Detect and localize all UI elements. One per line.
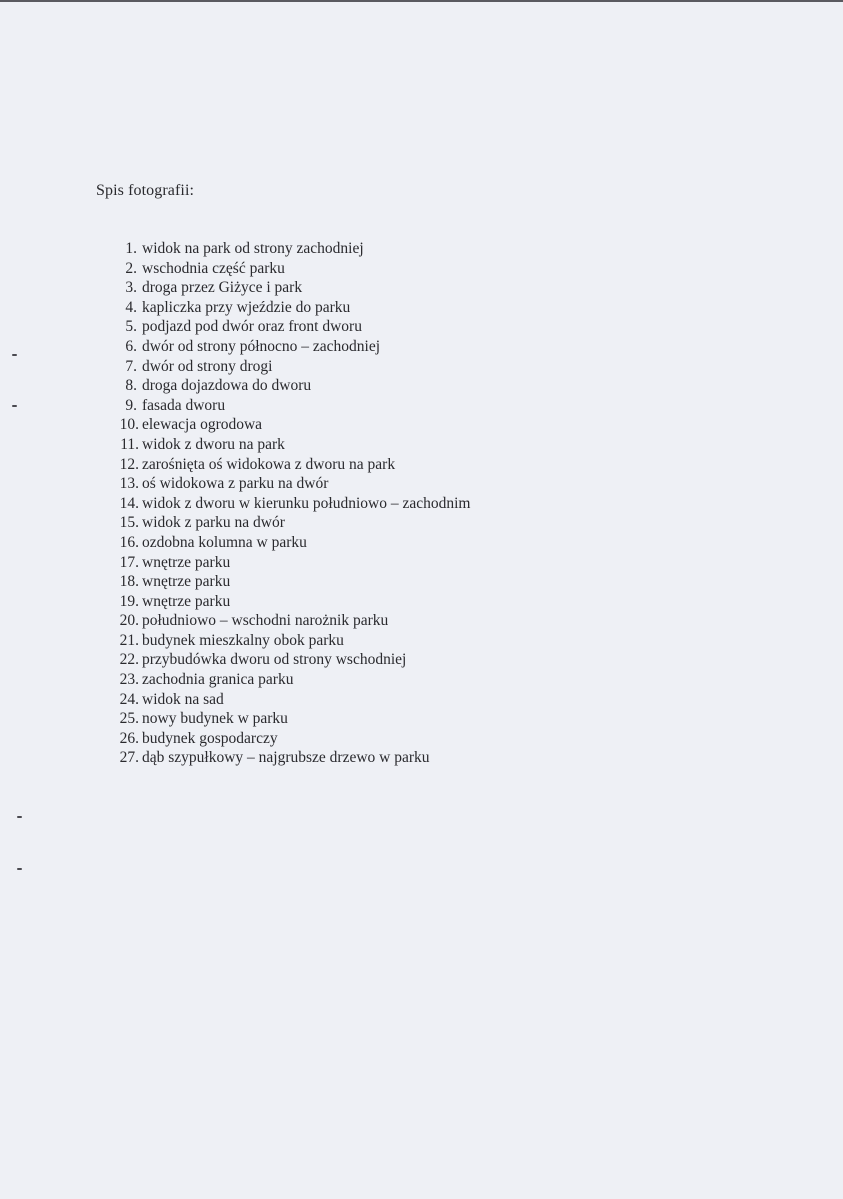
list-item (104, 239, 470, 259)
list-item-text: południowo – wschodni narożnik parku (142, 612, 389, 630)
list-item-number: 4. (125, 298, 137, 316)
list-item-number: 11. (120, 435, 139, 453)
list-item-number: 19. (119, 592, 139, 610)
list-item-text: oś widokowa z parku na dwór (142, 475, 329, 493)
photo-list (104, 239, 470, 768)
list-item-text: przybudówka dworu od strony wschodniej (142, 651, 407, 669)
list-item (104, 298, 470, 318)
list-item (104, 690, 470, 710)
list-item (104, 317, 470, 337)
list-item-text: zarośnięta oś widokowa z dworu na park (142, 455, 396, 473)
list-item-text: budynek mieszkalny obok parku (142, 631, 344, 649)
list-item-text: widok z parku na dwór (142, 514, 285, 532)
scan-mark (17, 816, 22, 818)
list-item (104, 474, 470, 494)
list-item (104, 396, 470, 416)
list-item (104, 357, 470, 377)
list-item-number: 17. (119, 553, 139, 571)
list-item-text: widok na sad (142, 690, 224, 708)
list-item-text: kapliczka przy wjeździe do parku (142, 298, 351, 316)
list-item (104, 611, 470, 631)
list-item-number: 23. (119, 671, 139, 689)
list-item-text: wnętrze parku (142, 553, 231, 571)
scan-mark (12, 354, 17, 356)
list-item-number: 12. (119, 455, 139, 473)
list-item-text: nowy budynek w parku (142, 710, 288, 728)
list-item-number: 16. (119, 533, 139, 551)
list-item-text: zachodnia granica parku (142, 671, 294, 689)
list-item-number: 10. (119, 416, 139, 434)
list-item-number: 15. (119, 514, 139, 532)
list-item (104, 435, 470, 455)
list-item-number: 26. (119, 729, 139, 747)
list-item (104, 513, 470, 533)
page-heading: Spis fotografii: (96, 182, 195, 199)
list-item (104, 631, 470, 651)
list-item (104, 494, 470, 514)
list-item-number: 2. (125, 259, 137, 277)
list-item-text: dwór od strony drogi (142, 357, 273, 375)
list-item (104, 670, 470, 690)
list-item-number: 13. (119, 475, 139, 493)
list-item-text: dąb szypułkowy – najgrubsze drzewo w parku (142, 749, 430, 767)
list-item (104, 455, 470, 475)
scan-mark (12, 405, 17, 407)
list-item-number: 25. (119, 710, 139, 728)
list-item (104, 278, 470, 298)
scan-mark (17, 868, 22, 870)
list-item-number: 18. (119, 573, 139, 591)
list-item-text: widok na park od strony zachodniej (142, 240, 364, 257)
list-item (104, 415, 470, 435)
list-item-number: 21. (119, 631, 139, 649)
list-item (104, 259, 470, 279)
list-item-number: 22. (119, 651, 139, 669)
page-top-edge (0, 0, 843, 2)
list-item-text: widok z dworu na park (142, 435, 285, 453)
list-item-text: wnętrze parku (142, 573, 231, 591)
list-item-text: budynek gospodarczy (142, 729, 278, 747)
list-item-number: 7. (125, 357, 137, 375)
list-item-number: 27. (119, 749, 139, 767)
list-item-number: 5. (125, 318, 137, 336)
list-item-number: 6. (125, 337, 137, 355)
list-item (104, 572, 470, 592)
list-item-text: wschodnia część parku (142, 259, 285, 277)
list-item-text: widok z dworu w kierunku południowo – zachodnim (142, 494, 471, 512)
list-item-number: 8. (125, 377, 137, 395)
list-item-text: droga przez Giżyce i park (142, 279, 303, 297)
list-item (104, 376, 470, 396)
list-item (104, 533, 470, 553)
list-item-text: wnętrze parku (142, 592, 231, 610)
list-item (104, 709, 470, 729)
list-item (104, 650, 470, 670)
list-item-number: 3. (125, 279, 137, 297)
list-item-text: podjazd pod dwór oraz front dworu (142, 318, 362, 336)
list-item-text: elewacja ogrodowa (142, 416, 263, 434)
list-item (104, 592, 470, 612)
list-item (104, 337, 470, 357)
list-item-number: 9. (125, 396, 137, 414)
list-item (104, 748, 470, 768)
list-item (104, 553, 470, 573)
list-item-text: fasada dworu (142, 396, 226, 414)
list-item-text: dwór od strony północno – zachodniej (142, 337, 381, 355)
list-item (104, 729, 470, 749)
list-item-number: 1. (125, 240, 137, 257)
list-item-text: ozdobna kolumna w parku (142, 533, 307, 551)
list-item-number: 20. (119, 612, 139, 630)
list-item-number: 14. (119, 494, 139, 512)
list-item-text: droga dojazdowa do dworu (142, 377, 312, 395)
list-item-number: 24. (119, 690, 139, 708)
